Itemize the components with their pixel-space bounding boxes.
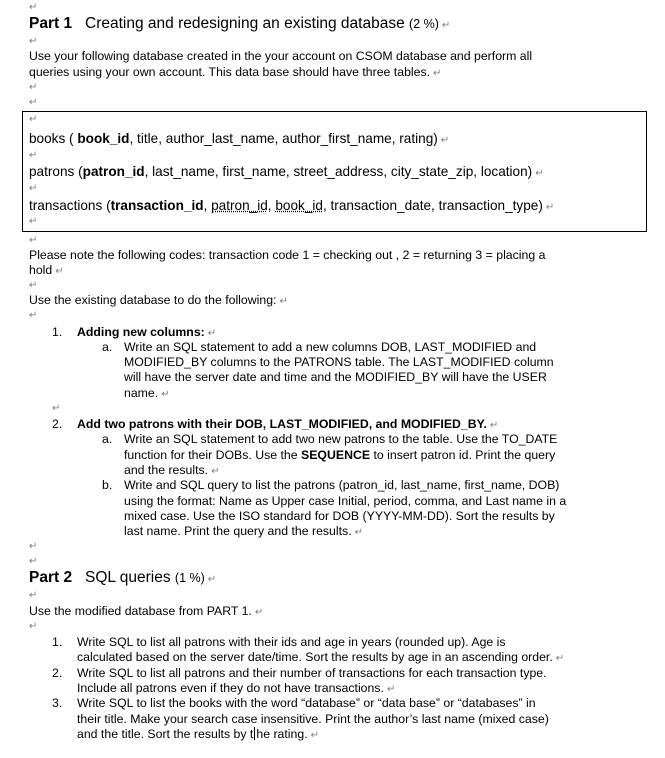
codes-line-1: Please note the following codes: transaction code 1 = checking out , 2 = returning 3 = placing a (29, 248, 546, 262)
fk-patron-id: patron_id (211, 198, 268, 213)
use-modified-line: Use the modified database from PART 1. ↵ (29, 604, 264, 618)
intro-line-1: Use your following database created in the your account on CSOM database and perform all (29, 49, 533, 63)
key-patron-id: patron_id (82, 164, 145, 179)
patrons-columns: last_name, first_name, street_address, city_state_zip, location) (148, 164, 533, 179)
schema-patrons: patrons (patron_id, last_name, first_name, street_address, city_state_zip, location) ↵ (29, 164, 544, 179)
query3-line-2: their title. Make your search case insensitive. Print the author’s last name (mixed case) (77, 712, 549, 726)
paragraph-mark: ↵ (29, 310, 38, 321)
paragraph-mark: ↵ (29, 114, 38, 125)
key-book-id: book_id (77, 131, 130, 146)
paragraph-mark: ↵ (29, 2, 38, 13)
paragraph-mark: ↵ (29, 97, 38, 108)
paragraph-mark: ↵ (29, 556, 38, 567)
task2b-line-3: mixed case. Use the ISO standard for DOB (YYYY-MM-DD). Sort the results by (124, 509, 555, 523)
use-existing-line: Use the existing database to do the following: ↵ (29, 293, 288, 307)
paragraph-mark: ↵ (29, 36, 38, 47)
part2-weight: (1 %) (174, 571, 205, 585)
paragraph-mark: ↵ (29, 150, 38, 161)
task2b-letter: b. (102, 478, 113, 492)
paragraph-mark: ↵ (29, 280, 38, 291)
part1-title: Creating and redesigning an existing database (85, 15, 405, 32)
task2a-letter: a. (102, 432, 113, 446)
intro-line-2: queries using your own account. This data base should have three tables. ↵ (29, 65, 442, 79)
paragraph-mark: ↵ (29, 621, 38, 632)
query1-line-1: Write SQL to list all patrons with their ids and age in years (rounded up). Age is (77, 635, 506, 649)
paragraph-mark: ↵ (29, 541, 38, 552)
task2-number: 2. (52, 417, 63, 431)
part2-label: Part 2 (29, 569, 73, 586)
task2b-line-2: using the format: Name as Upper case Initial, period, comma, and Last name in a (124, 494, 567, 508)
task1a-line-4: name. ↵ (124, 386, 170, 400)
books-columns: title, author_last_name, author_first_name, rating) (133, 131, 438, 146)
task2b-line-1: Write and SQL query to list the patrons (patron_id, last_name, first_name, DOB) (124, 478, 560, 492)
task2a-line-1: Write an SQL statement to add two new patrons to the table. Use the TO_DATE (124, 432, 558, 446)
part2-title: SQL queries (85, 569, 171, 586)
task1-number: 1. (52, 325, 63, 339)
paragraph-mark: ↵ (441, 20, 451, 31)
schema-box (22, 111, 647, 232)
fk-book-id: book_id (275, 198, 323, 213)
query3-number: 3. (52, 696, 63, 710)
table-name-books: books (29, 131, 66, 146)
part2-heading: Part 2 SQL queries (1 %) ↵ (29, 569, 217, 586)
task2b-line-4: last name. Print the query and the results. ↵ (124, 524, 364, 538)
task1-title: Adding new columns: ↵ (77, 325, 217, 339)
table-name-transactions: transactions (29, 198, 103, 213)
task1a-line-1: Write an SQL statement to add a new columns DOB, LAST_MODIFIED and (124, 340, 537, 354)
task2-title: Add two patrons with their DOB, LAST_MODIFIED, and MODIFIED_BY. ↵ (77, 417, 499, 431)
paragraph-mark: ↵ (29, 590, 38, 601)
transactions-columns: transaction_date, transaction_type) (326, 198, 543, 213)
task2a-line-2: function for their DOBs. Use the SEQUENCE to insert patron id. Print the query (124, 448, 556, 462)
query2-line-2: Include all patrons even if they do not have transactions. ↵ (77, 681, 396, 695)
paragraph-mark: ↵ (29, 235, 38, 246)
schema-books: books ( book_id, title, author_last_name, author_first_name, rating) ↵ (29, 131, 450, 146)
query1-number: 1. (52, 635, 63, 649)
paragraph-mark: ↵ (29, 216, 38, 227)
part1-heading (29, 15, 450, 35)
schema-transactions: transactions (transaction_id, patron_id, book_id, transaction_date, transaction_type) ↵ (29, 198, 555, 213)
paragraph-mark: ↵ (52, 403, 61, 414)
paragraph-mark: ↵ (29, 82, 38, 93)
query2-line-1: Write SQL to list all patrons and their number of transactions for each transaction type. (77, 666, 547, 680)
part1-label: Part 1 (29, 15, 73, 32)
table-name-patrons: patrons (29, 164, 75, 179)
query3-line-3: and the title. Sort the results by t he rating. ↵ (77, 727, 320, 741)
part1-weight: (2 %) (409, 17, 439, 31)
query1-line-2: calculated based on the server date/time. Sort the results by age in an ascending order. ↵ (77, 650, 565, 664)
task2a-line-3: and the results. ↵ (124, 463, 220, 477)
codes-line-2: hold ↵ (29, 263, 64, 277)
task1a-line-3: will have the server date and time and the MODIFIED_BY will have the USER (124, 370, 547, 384)
task1a-letter: a. (102, 340, 113, 354)
key-transaction-id: transaction_id (110, 198, 204, 213)
sequence-keyword: SEQUENCE (301, 448, 371, 462)
query2-number: 2. (52, 666, 63, 680)
query3-line-1: Write SQL to list the books with the word “database” or “data base” or “databases” in (77, 696, 536, 710)
task1a-line-2: MODIFIED_BY columns to the PATRONS table. The LAST_MODIFIED column (124, 355, 554, 369)
paragraph-mark: ↵ (29, 183, 38, 194)
